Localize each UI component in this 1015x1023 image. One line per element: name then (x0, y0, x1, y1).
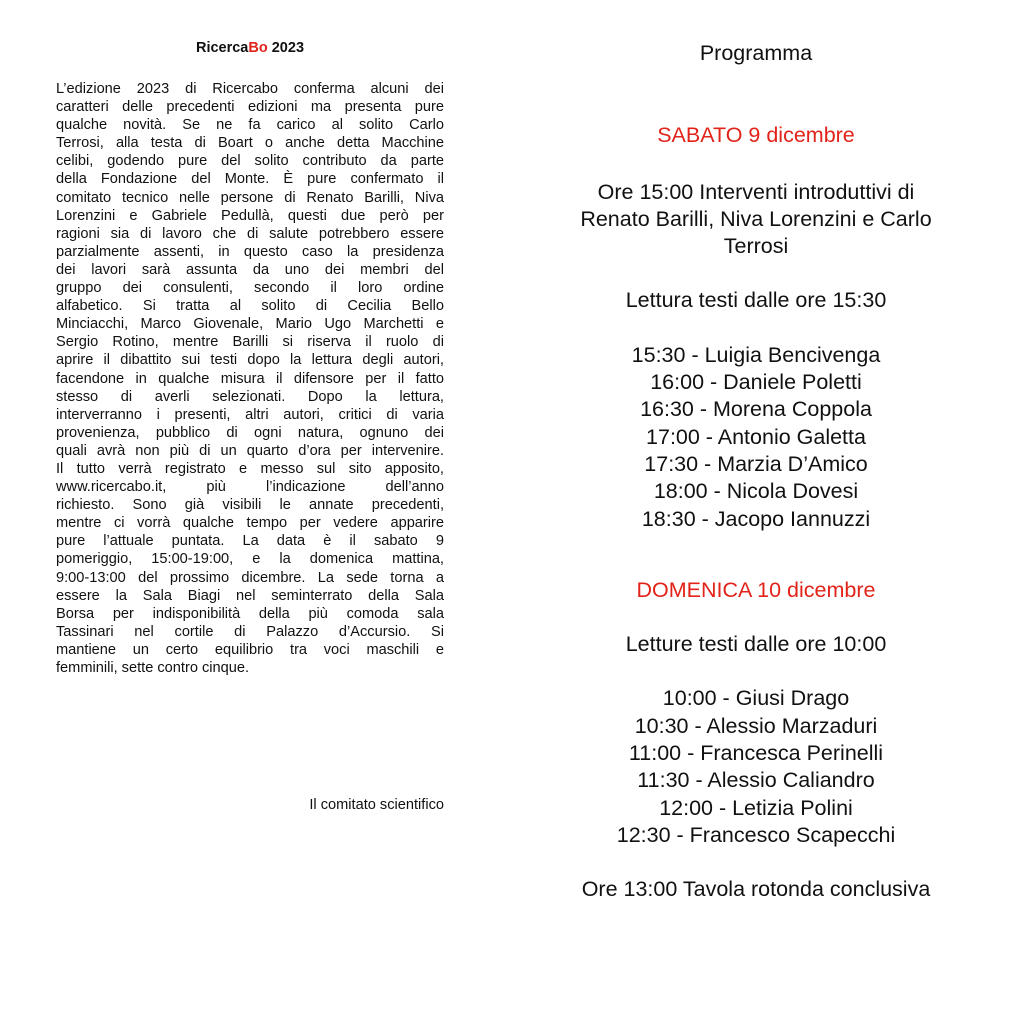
paragraph-line: richiesto. Sono già visibili le annate precedenti, (56, 497, 444, 514)
paragraph-line: interverranno i presenti, altri autori, critici di varia (56, 406, 444, 423)
paragraph-line: Sergio Rotino, mentre Barilli si riserva il ruolo di (56, 334, 444, 351)
title-part-2: 2023 (267, 40, 305, 56)
schedule-slot: 18:00 - Nicola Dovesi (653, 479, 859, 504)
schedule-slot: 17:30 - Marzia D’Amico (644, 451, 868, 476)
saturday-schedule (548, 342, 964, 533)
sunday-schedule (548, 685, 964, 849)
intro-paragraph (56, 80, 444, 677)
schedule-slot: 11:00 - Francesca Perinelli (628, 741, 884, 766)
saturday-readings-label: Lettura testi dalle ore 15:30 (625, 288, 887, 313)
paragraph-line: essere la Sala Biagi nel seminterrato della Sala (56, 587, 444, 604)
paragraph-line: provenienza, pubblico di ogni natura, ognuno dei (56, 424, 444, 441)
paragraph-line: Borsa per indisponibilità della più comoda sala (56, 605, 444, 622)
paragraph-line: femminili, sette contro cinque. (56, 660, 250, 676)
paragraph-line: quali avrà non più di un quarto d’ora per intervenire. (56, 442, 444, 459)
paragraph-line: aprire il dibattito sui testi dopo la lettura degli autori, (56, 352, 444, 369)
paragraph-line: 9:00-13:00 del prossimo dicembre. La sede torna a (56, 569, 444, 586)
paragraph-line: alfabetico. Si tratta al solito di Cecilia Bello (56, 298, 444, 315)
schedule-slot: 11:30 - Alessio Caliandro (637, 768, 875, 793)
program-column (548, 40, 964, 904)
paragraph-line: mantiene un certo equilibrio tra voci maschili e (56, 641, 444, 658)
schedule-slot: 12:30 - Francesco Scapecchi (616, 822, 896, 847)
schedule-slot: 16:30 - Morena Coppola (640, 397, 872, 422)
sunday-readings-label: Letture testi dalle ore 10:00 (625, 632, 887, 657)
schedule-slot: 18:30 - Jacopo Iannuzzi (641, 506, 871, 531)
paragraph-line: comitato tecnico nelle persone di Renato Barilli, Niva (56, 189, 444, 206)
schedule-slot: 16:00 - Daniele Poletti (650, 370, 862, 395)
paragraph-line: ragioni sia di lavoro che di salute potrebbero essere (56, 225, 444, 242)
title-part-red: Bo (248, 40, 268, 56)
paragraph-line: Terrosi, alla testa di Boart o anche detta Macchine (56, 135, 444, 152)
schedule-slot: 17:00 - Antonio Galetta (646, 424, 866, 449)
paragraph-line: Il tutto verrà registrato e messo sul sito apposito, (56, 460, 444, 477)
paragraph-line: celibi, godendo pure del solito contributo da parte (56, 153, 444, 170)
paragraph-line: gruppo dei consulenti, secondo il loro ordine (56, 280, 444, 297)
paragraph-line: qualche novità. Se ne fa carico al solito Carlo (56, 117, 444, 134)
document-title (56, 40, 444, 56)
intro-line: Renato Barilli, Niva Lorenzini e Carlo (580, 206, 932, 231)
schedule-slot: 15:30 - Luigia Bencivenga (631, 342, 881, 367)
paragraph-line: L’edizione 2023 di Ricercabo conferma alcuni dei (56, 81, 444, 97)
paragraph-line: facendone in qualche misura il difensore per il fatto (56, 370, 444, 387)
saturday-day-label: SABATO 9 dicembre (657, 123, 855, 148)
paragraph-line: pomeriggio, 15:00-19:00, e la domenica mattina, (56, 551, 444, 568)
paragraph-line: Tassinari nel cortile di Palazzo d’Accursio. Si (56, 623, 444, 640)
paragraph-line: www.ricercabo.it, più l’indicazione dell’anno (56, 479, 444, 496)
intro-line: Ore 15:00 Interventi introduttivi di (597, 179, 915, 204)
sunday-day-label: DOMENICA 10 dicembre (636, 577, 876, 602)
saturday-intro (548, 179, 964, 261)
paragraph-line: pure l’attuale puntata. La data è il sabato 9 (56, 533, 444, 550)
paragraph-line: stesso di averli selezionati. Dopo la lettura, (56, 388, 444, 405)
intro-line: Terrosi (723, 234, 789, 259)
title-part-1: Ricerca (195, 40, 249, 56)
paragraph-line: parzialmente assenti, in questo caso la presidenza (56, 243, 444, 260)
signature: Il comitato scientifico (309, 797, 444, 813)
paragraph-line: dei lavori sarà assunta da uno dei membri del (56, 261, 444, 278)
paragraph-line: caratteri delle precedenti edizioni ma presenta pure (56, 99, 444, 116)
paragraph-line: mentre ci vorrà qualche tempo per vedere apparire (56, 515, 444, 532)
sunday-closing: Ore 13:00 Tavola rotonda conclusiva (581, 877, 931, 902)
intro-column (56, 40, 444, 813)
schedule-slot: 10:30 - Alessio Marzaduri (634, 713, 878, 738)
schedule-slot: 12:00 - Letizia Polini (659, 795, 853, 820)
paragraph-line: Lorenzini e Gabriele Pedullà, questi due però per (56, 207, 444, 224)
paragraph-line: Minciacchi, Marco Giovenale, Mario Ugo Marchetti e (56, 316, 444, 333)
paragraph-line: della Fondazione del Monte. È pure confermato il (56, 171, 444, 188)
schedule-slot: 10:00 - Giusi Drago (662, 686, 850, 711)
program-heading: Programma (699, 41, 813, 65)
